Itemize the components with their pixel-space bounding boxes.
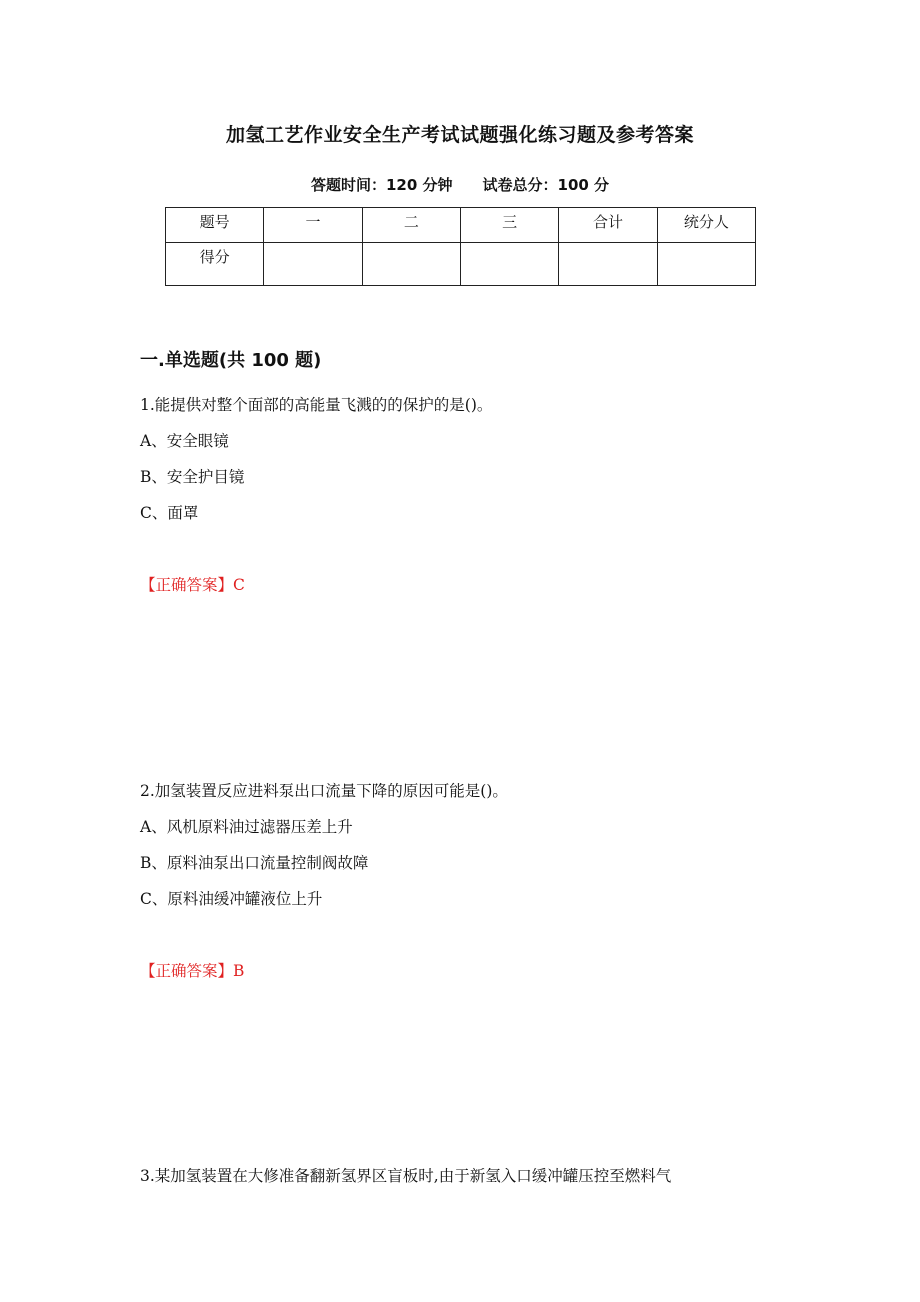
header-cell: 题号 (166, 208, 264, 243)
option-a: A、风机原料油过滤器压差上升 (140, 818, 353, 836)
option-c: C、原料油缓冲罐液位上升 (140, 890, 323, 908)
score-cell (559, 243, 657, 286)
option-b: B、安全护目镜 (140, 468, 245, 486)
header-cell: 合计 (559, 208, 657, 243)
correct-answer: 【正确答案】B (140, 962, 245, 980)
option-c: C、面罩 (140, 504, 199, 522)
option-b: B、原料油泵出口流量控制阀故障 (140, 854, 369, 872)
option-a: A、安全眼镜 (140, 432, 229, 450)
correct-answer: 【正确答案】C (140, 576, 245, 594)
score-cell (460, 243, 558, 286)
score-table (165, 207, 756, 286)
section-heading: 一.单选题(共 100 题) (140, 350, 322, 371)
question-stem: 2.加氢装置反应进料泵出口流量下降的原因可能是()。 (140, 782, 508, 800)
exam-time: 答题时间：120 分钟 (310, 176, 453, 194)
question-stem: 3.某加氢装置在大修准备翻新氢界区盲板时,由于新氢入口缓冲罐压控至燃料气 (140, 1167, 672, 1185)
score-cell (362, 243, 460, 286)
header-cell: 一 (264, 208, 362, 243)
score-table-header-row (166, 208, 756, 243)
question-stem: 1.能提供对整个面部的高能量飞溅的的保护的是()。 (140, 396, 493, 414)
header-cell: 统分人 (657, 208, 755, 243)
document-title: 加氢工艺作业安全生产考试试题强化练习题及参考答案 (225, 124, 694, 146)
score-cell (657, 243, 755, 286)
row-label-cell: 得分 (166, 243, 264, 286)
total-score: 试卷总分：100 分 (482, 176, 610, 194)
score-table-score-row (166, 243, 756, 286)
header-cell: 三 (460, 208, 558, 243)
score-cell (264, 243, 362, 286)
header-cell: 二 (362, 208, 460, 243)
exam-meta (0, 174, 920, 195)
